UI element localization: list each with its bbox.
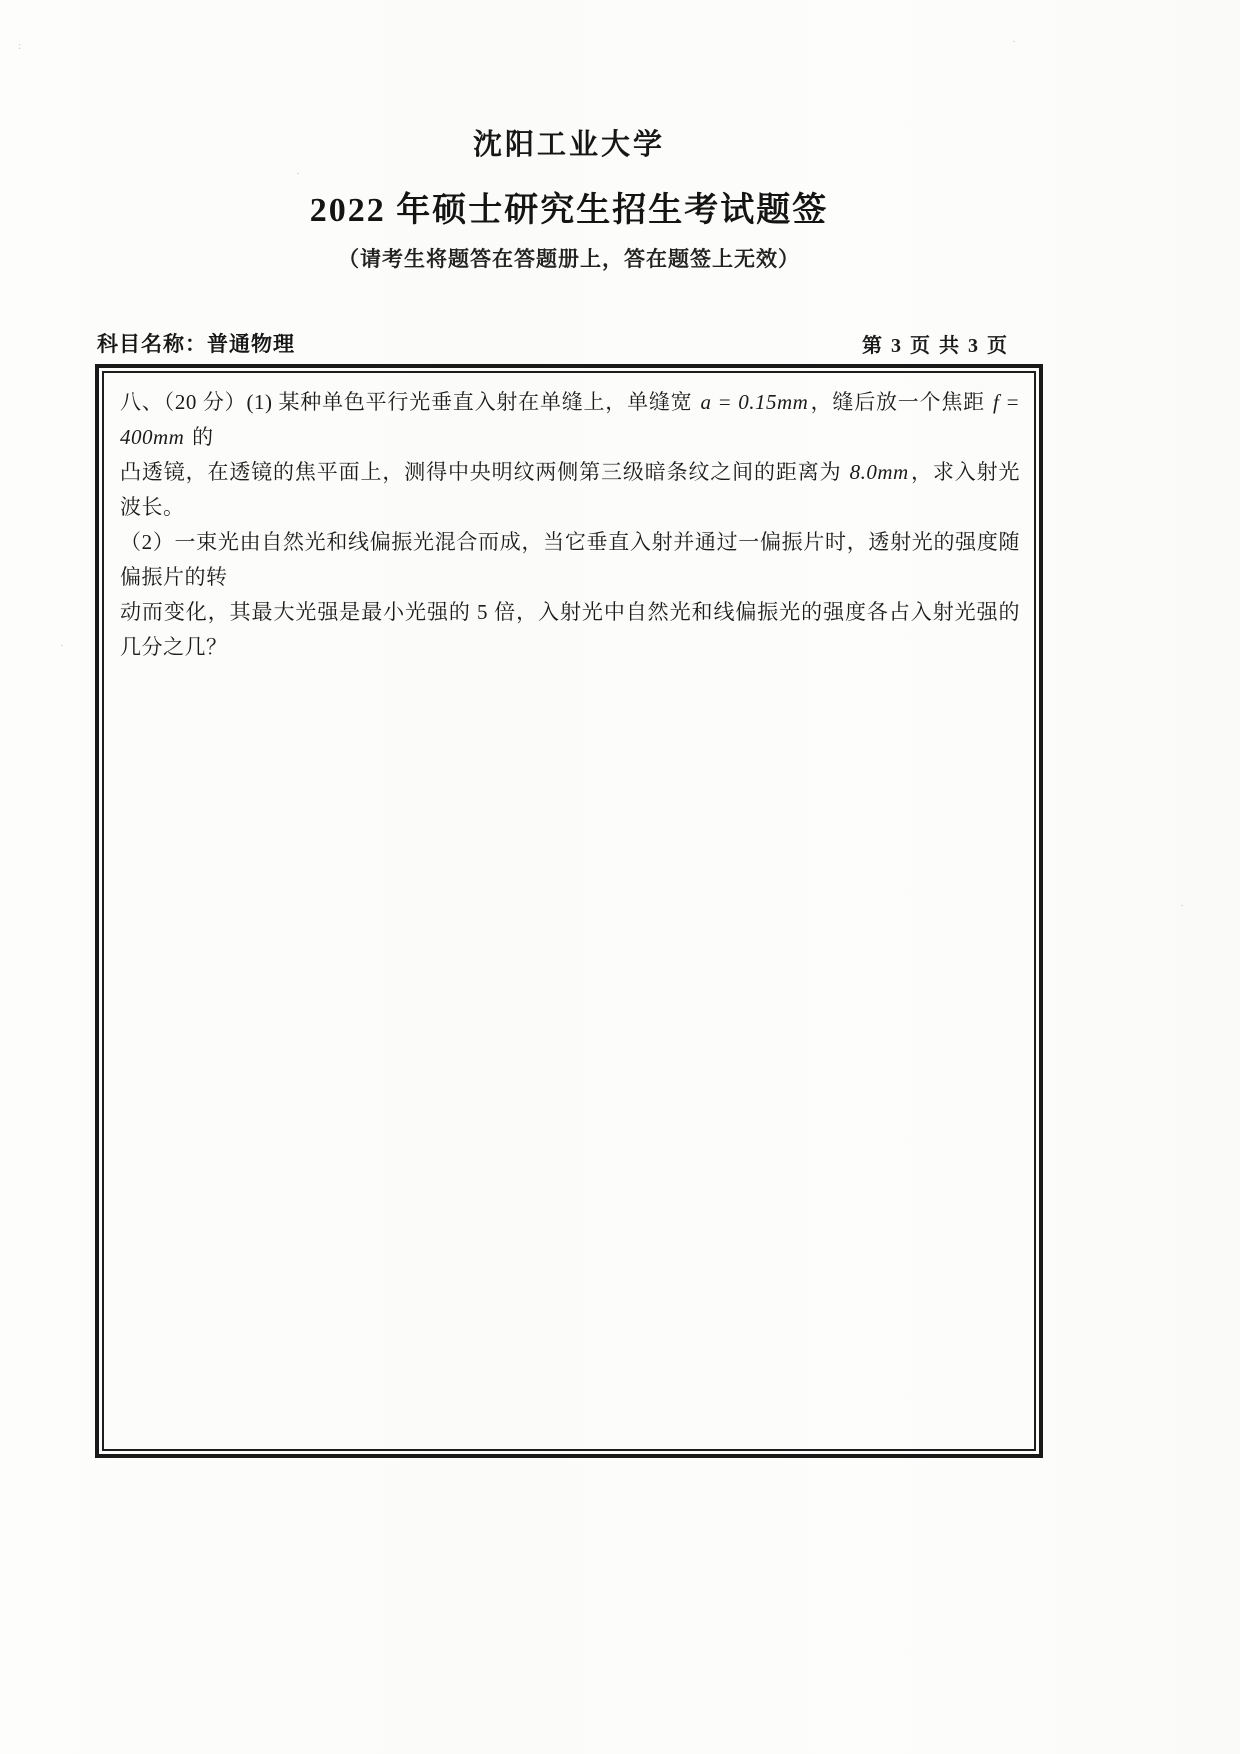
scan-speck: · xyxy=(1180,900,1184,912)
question-body xyxy=(120,385,1020,665)
question-text-run: 的 xyxy=(186,425,214,449)
exam-instruction: （请考生将题答在答题册上，答在题签上无效） xyxy=(338,247,800,271)
question-border-box-inner xyxy=(102,371,1036,1451)
question-text-line xyxy=(120,525,1020,595)
question-text-line xyxy=(120,595,1020,665)
scan-speck: · xyxy=(60,640,64,652)
question-text-line xyxy=(120,455,1020,525)
scan-speck: · xyxy=(1012,36,1016,48)
subject-name-label: 科目名称：普通物理 xyxy=(97,332,295,356)
scan-speck: : xyxy=(18,40,22,52)
scan-speck: · xyxy=(296,168,300,180)
exam-title: 2022 年硕士研究生招生考试题签 xyxy=(309,192,829,229)
question-text-run: 动而变化，其最大光强是最小光强的 5 倍，入射光中自然光和线偏振光的强度各占入射光强的几分之几？ xyxy=(120,600,1020,659)
question-text-run: （2）一束光由自然光和线偏振光混合而成，当它垂直入射并通过一偏振片时，透射光的强度随偏振片的转 xyxy=(120,530,1020,589)
university-name: 沈阳工业大学 xyxy=(472,129,665,161)
question-text-run: 八、（20 分）(1) 某种单色平行光垂直入射在单缝上，单缝宽 xyxy=(120,390,699,414)
question-border-box xyxy=(95,364,1043,1458)
question-text-run: 凸透镜，在透镜的焦平面上，测得中央明纹两侧第三级暗条纹之间的距离为 xyxy=(120,460,848,484)
math-expression: a = 0.15mm xyxy=(700,390,809,414)
math-expression: f = 400mm xyxy=(120,390,1020,449)
page-number-indicator: 第 3 页 共 3 页 xyxy=(862,335,1009,357)
question-text-run: ，缝后放一个焦距 xyxy=(810,390,991,414)
question-text-run: ，求入射光波长。 xyxy=(120,460,1021,519)
subject-header-row xyxy=(97,328,1041,358)
math-expression: 8.0mm xyxy=(849,460,909,484)
question-text-line xyxy=(120,385,1020,455)
